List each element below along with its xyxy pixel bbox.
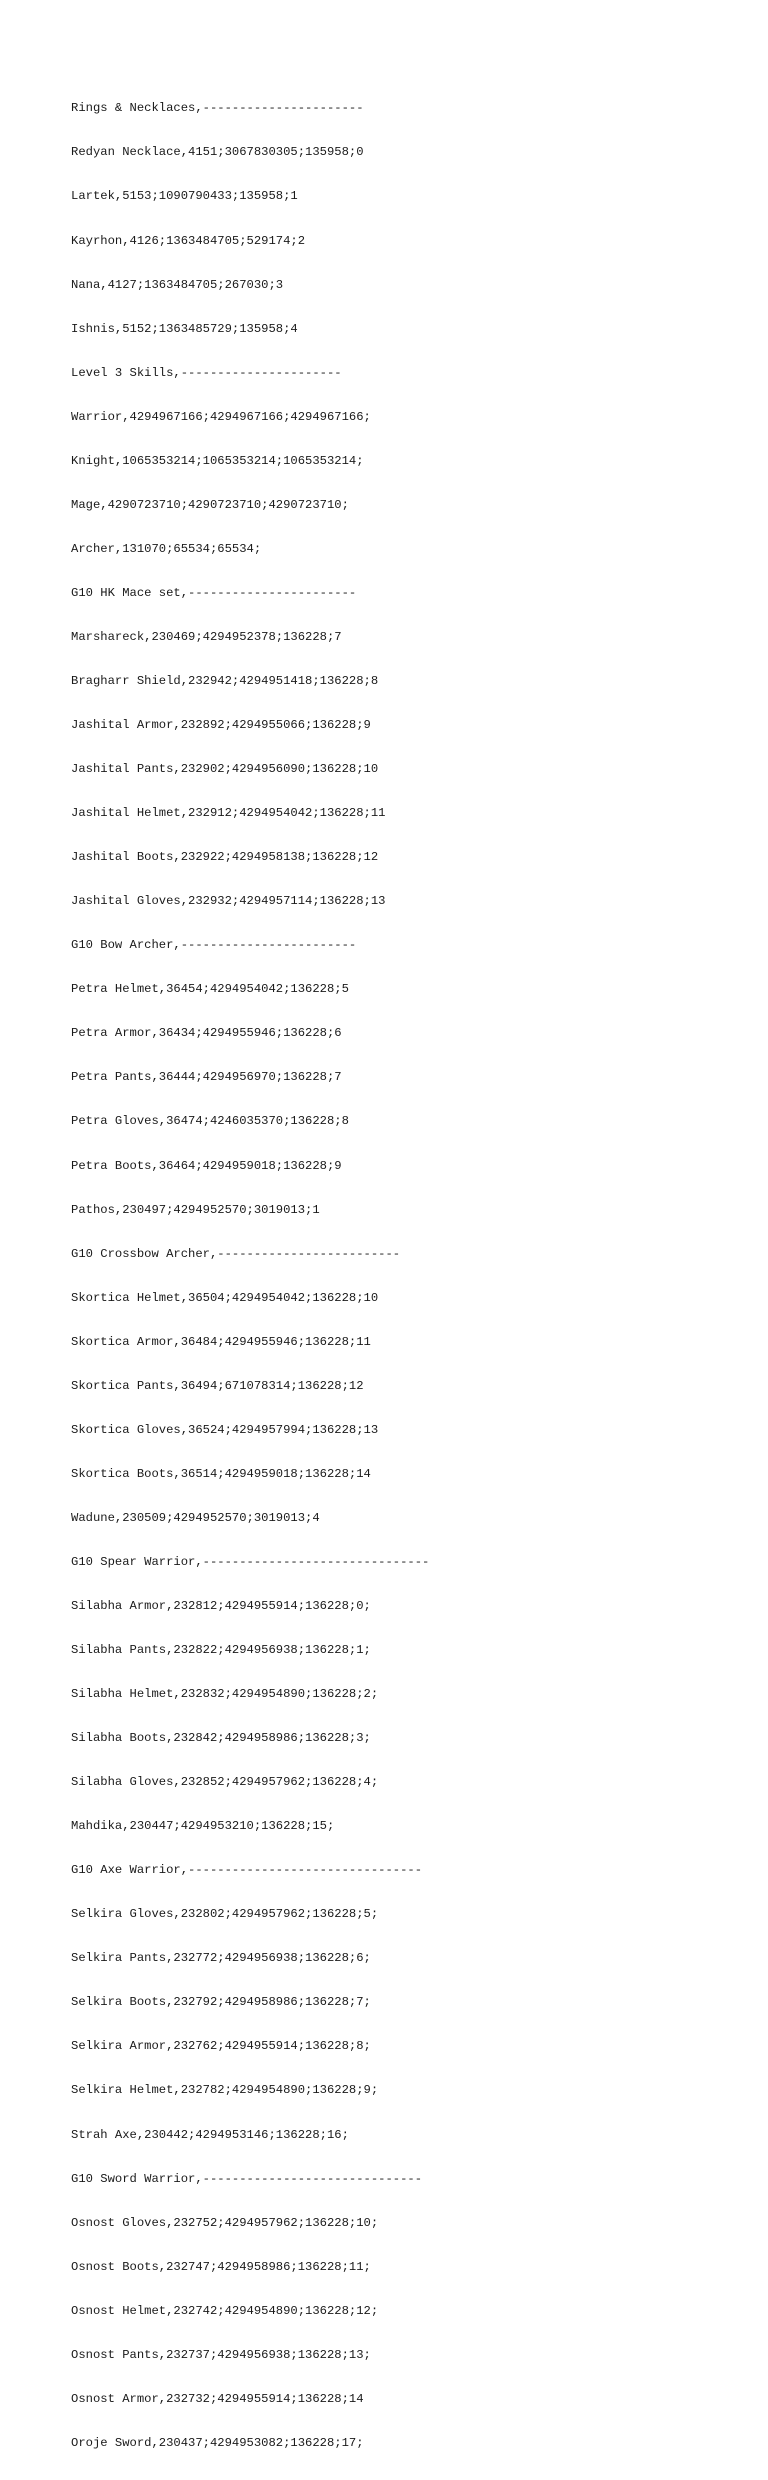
text-line: Skortica Helmet,36504;4294954042;136228;10 bbox=[71, 1290, 379, 1305]
text-line: Warrior,4294967166;4294967166;4294967166; bbox=[71, 409, 371, 424]
section-heading: G10 Axe Warrior,-------------------------------- bbox=[71, 1863, 423, 1878]
section-heading: G10 Spear Warrior,------------------------------- bbox=[71, 1554, 430, 1569]
text-line: Strah Axe,230442;4294953146;136228;16; bbox=[71, 2127, 349, 2142]
text-line: Jashital Helmet,232912;4294954042;136228;11 bbox=[71, 806, 386, 821]
section-heading: Rings & Necklaces,---------------------- bbox=[71, 101, 364, 116]
text-line: Petra Armor,36434;4294955946;136228;6 bbox=[71, 1026, 342, 1041]
section-heading: G10 HK Mace set,----------------------- bbox=[71, 585, 357, 600]
text-line: Skortica Boots,36514;4294959018;136228;14 bbox=[71, 1466, 371, 1481]
text-line: Selkira Gloves,232802;4294957962;136228;5; bbox=[71, 1907, 379, 1922]
document-text bbox=[71, 72, 751, 2480]
text-line: Skortica Armor,36484;4294955946;136228;11 bbox=[71, 1334, 371, 1349]
text-line: Osnost Armor,232732;4294955914;136228;14 bbox=[71, 2391, 364, 2406]
text-line: Jashital Pants,232902;4294956090;136228;10 bbox=[71, 762, 379, 777]
text-line: Osnost Gloves,232752;4294957962;136228;10; bbox=[71, 2215, 379, 2230]
text-line: Marshareck,230469;4294952378;136228;7 bbox=[71, 629, 342, 644]
section-heading: G10 Crossbow Archer,------------------------- bbox=[71, 1246, 401, 1261]
text-line: Archer,131070;65534;65534; bbox=[71, 541, 262, 556]
text-line: Silabha Armor,232812;4294955914;136228;0; bbox=[71, 1598, 371, 1613]
text-line: Pathos,230497;4294952570;3019013;1 bbox=[71, 1202, 320, 1217]
text-line: Silabha Gloves,232852;4294957962;136228;4; bbox=[71, 1775, 379, 1790]
text-line: Selkira Helmet,232782;4294954890;136228;9; bbox=[71, 2083, 379, 2098]
text-line: Petra Helmet,36454;4294954042;136228;5 bbox=[71, 982, 349, 997]
text-line: Nana,4127;1363484705;267030;3 bbox=[71, 277, 284, 292]
text-line: Petra Boots,36464;4294959018;136228;9 bbox=[71, 1158, 342, 1173]
text-line: Silabha Helmet,232832;4294954890;136228;2; bbox=[71, 1687, 379, 1702]
text-line: Selkira Pants,232772;4294956938;136228;6; bbox=[71, 1951, 371, 1966]
text-line: Petra Gloves,36474;4246035370;136228;8 bbox=[71, 1114, 349, 1129]
text-line: Osnost Helmet,232742;4294954890;136228;12; bbox=[71, 2303, 379, 2318]
text-line: Jashital Gloves,232932;4294957114;136228;13 bbox=[71, 894, 386, 909]
text-line: Selkira Armor,232762;4294955914;136228;8; bbox=[71, 2039, 371, 2054]
text-line: Skortica Gloves,36524;4294957994;136228;13 bbox=[71, 1422, 379, 1437]
text-line: Mage,4290723710;4290723710;4290723710; bbox=[71, 497, 349, 512]
section-heading: Level 3 Skills,---------------------- bbox=[71, 365, 342, 380]
text-line: Ishnis,5152;1363485729;135958;4 bbox=[71, 321, 298, 336]
text-line: Oroje Sword,230437;4294953082;136228;17; bbox=[71, 2435, 364, 2450]
text-line: Mahdika,230447;4294953210;136228;15; bbox=[71, 1819, 335, 1834]
text-line: Osnost Boots,232747;4294958986;136228;11; bbox=[71, 2259, 371, 2274]
text-line: Kayrhon,4126;1363484705;529174;2 bbox=[71, 233, 306, 248]
text-line: Wadune,230509;4294952570;3019013;4 bbox=[71, 1510, 320, 1525]
text-line: Silabha Pants,232822;4294956938;136228;1; bbox=[71, 1643, 371, 1658]
text-line: Skortica Pants,36494;671078314;136228;12 bbox=[71, 1378, 364, 1393]
text-line: Knight,1065353214;1065353214;1065353214; bbox=[71, 453, 364, 468]
text-line: Bragharr Shield,232942;4294951418;136228;8 bbox=[71, 673, 379, 688]
text-line: Lartek,5153;1090790433;135958;1 bbox=[71, 189, 298, 204]
text-line: Redyan Necklace,4151;3067830305;135958;0 bbox=[71, 145, 364, 160]
text-line: Petra Pants,36444;4294956970;136228;7 bbox=[71, 1070, 342, 1085]
text-line: Silabha Boots,232842;4294958986;136228;3; bbox=[71, 1731, 371, 1746]
text-line: Jashital Boots,232922;4294958138;136228;12 bbox=[71, 850, 379, 865]
section-heading: G10 Bow Archer,------------------------ bbox=[71, 938, 357, 953]
text-line: Selkira Boots,232792;4294958986;136228;7; bbox=[71, 1995, 371, 2010]
text-line: Jashital Armor,232892;4294955066;136228;9 bbox=[71, 718, 371, 733]
section-heading: G10 Sword Warrior,------------------------------ bbox=[71, 2171, 423, 2186]
text-line: Osnost Pants,232737;4294956938;136228;13; bbox=[71, 2347, 371, 2362]
